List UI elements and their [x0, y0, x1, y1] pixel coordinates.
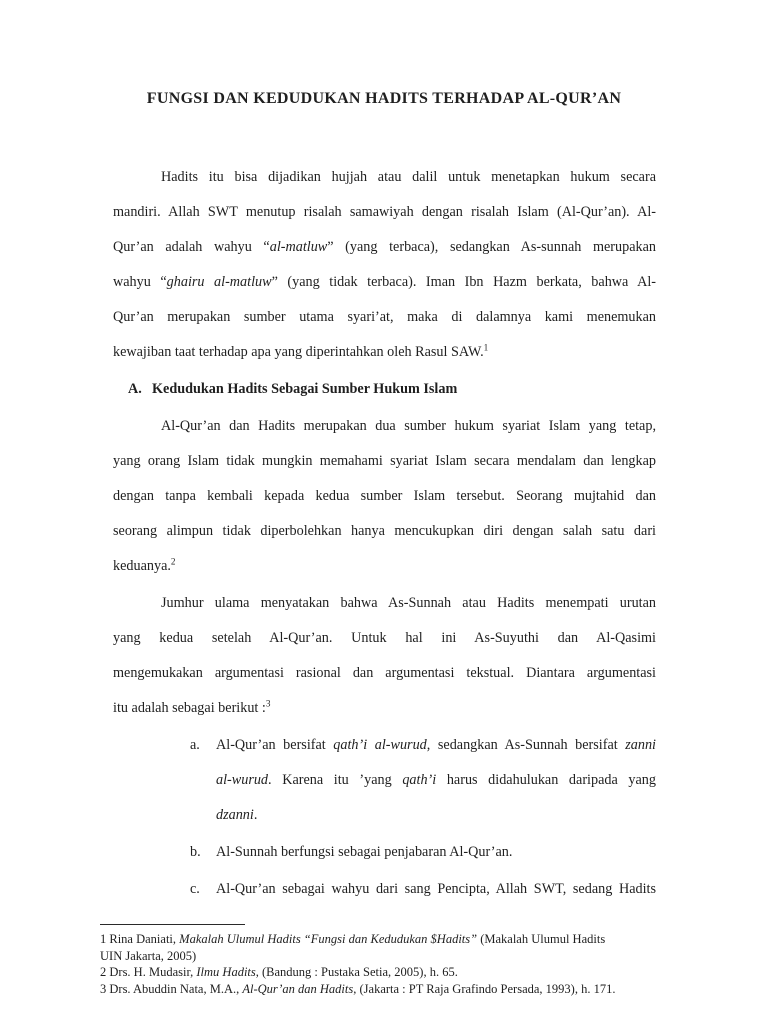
italic-text: dzanni [216, 807, 254, 823]
footnote-list [100, 931, 668, 997]
text-run: Al-Sunnah berfungsi sebagai penjabaran Al-Qur’an. [216, 844, 513, 860]
block-text [152, 372, 656, 407]
text-line [100, 964, 668, 981]
text-run: kewajiban taat terhadap apa yang diperintahkan oleh Rasul SAW. [113, 344, 484, 360]
footnotes [100, 924, 668, 997]
text-run: , (Jakarta : PT Raja Grafindo Persada, 1993), h. 171. [353, 981, 616, 996]
footnote-separator [100, 924, 245, 925]
text-line [113, 160, 656, 195]
text-run: yang orang Islam tidak mungkin memahami syariat Islam secara mendalam dan lengkap [113, 453, 656, 469]
text-run: dengan tanpa kembali kepada kedua sumber Islam tersebut. Seorang mujtahid dan [113, 488, 656, 504]
italic-text: zanni [625, 737, 656, 753]
footnote-marker: 3 [265, 698, 271, 709]
block-text [113, 586, 656, 726]
italic-text: Makalah Ulumul Hadits “Fungsi dan Kedudukan $Hadits” [179, 932, 478, 946]
text-line [216, 835, 656, 870]
text-line [216, 763, 656, 798]
italic-text: qath’i [402, 772, 437, 788]
section-heading [128, 372, 656, 407]
text-run: ” (yang tidak terbaca). Iman Ibn Hazm berkata, bahwa Al- [271, 274, 657, 290]
text-run: Hadits itu bisa dijadikan hujjah atau dalil untuk menetapkan hukum secara [161, 169, 656, 185]
block-text [216, 835, 656, 870]
text-line [113, 409, 656, 444]
italic-text: al-matluw [269, 239, 328, 255]
text-line [113, 586, 656, 621]
document-body [113, 160, 656, 907]
list-item [190, 872, 656, 907]
text-line [100, 931, 668, 948]
text-run: mengemukakan argumentasi rasional dan argumentasi tekstual. Diantara argumentasi [113, 665, 656, 681]
italic-text: al-wurud [216, 772, 269, 788]
text-run: Al-Qur’an dan Hadits merupakan dua sumber hukum syariat Islam yang tetap, [161, 418, 656, 434]
block-text [216, 872, 656, 907]
text-run: . [253, 807, 258, 823]
text-run: Qur’an merupakan sumber utama syari’at, maka di dalamnya kami menemukan [113, 309, 656, 325]
item-label: a. [190, 737, 200, 753]
list-item [190, 728, 656, 833]
text-line [113, 195, 656, 230]
paragraph [113, 586, 656, 726]
text-line [216, 798, 656, 833]
text-line [113, 335, 656, 370]
text-run: harus didahulukan daripada yang [436, 772, 656, 788]
text-line [113, 230, 656, 265]
block-text [113, 409, 656, 584]
list-item [190, 835, 656, 870]
text-line [113, 265, 656, 300]
text-line [113, 549, 656, 584]
text-line [113, 691, 656, 726]
text-run: 2 Drs. H. Mudasir, [100, 965, 197, 979]
text-run: itu adalah sebagai berikut : [113, 700, 266, 716]
italic-text: qath’i al-wurud [333, 737, 427, 753]
text-line [113, 656, 656, 691]
item-label: c. [190, 881, 200, 897]
text-line [216, 872, 656, 907]
footnote-marker: 2 [170, 556, 176, 567]
text-run: . Karena itu ’yang [268, 772, 403, 788]
italic-text: ghairu al-matluw [166, 274, 272, 290]
text-run: keduanya. [113, 558, 171, 574]
text-run: Al-Qur’an sebagai wahyu dari sang Pencipta, Allah SWT, sedang Hadits [216, 881, 656, 897]
text-line [113, 514, 656, 549]
text-run: mandiri. Allah SWT menutup risalah samawiyah dengan risalah Islam (Al-Qur’an). Al- [113, 204, 656, 220]
text-line [113, 300, 656, 335]
footnote-marker: 1 [483, 342, 489, 353]
text-run: , (Bandung : Pustaka Setia, 2005), h. 65. [255, 965, 458, 979]
text-line [113, 444, 656, 479]
text-run: seorang alimpun tidak diperbolehkan hanya mencukupkan diri dengan salah satu dari [113, 523, 656, 539]
text-run: wahyu “ [113, 274, 167, 290]
item-label: b. [190, 844, 201, 860]
italic-text: Al-Qur’an dan Hadits [242, 981, 354, 996]
text-run: ” (yang terbaca), sedangkan As-sunnah merupakan [327, 239, 656, 255]
block-text [216, 728, 656, 833]
block-text [113, 160, 656, 370]
text-line [100, 981, 668, 998]
paragraph [113, 160, 656, 370]
text-run: 1 Rina Daniati, [100, 932, 180, 946]
document-title: FUNGSI DAN KEDUDUKAN HADITS TERHADAP AL-QUR’AN [146, 90, 622, 107]
text-line [152, 372, 656, 407]
text-run: yang kedua setelah Al-Qur’an. Untuk hal ini As-Suyuthi dan Al-Qasimi [113, 630, 656, 646]
text-run: UIN Jakarta, 2005) [100, 948, 197, 963]
text-line [113, 479, 656, 514]
text-run: Jumhur ulama menyatakan bahwa As-Sunnah atau Hadits menempati urutan [161, 595, 656, 611]
item-label: A. [128, 381, 142, 397]
text-line [216, 728, 656, 763]
text-run: Qur’an adalah wahyu “ [113, 239, 270, 255]
italic-text: Ilmu Hadits [196, 965, 256, 979]
text-line [113, 621, 656, 656]
text-run: (Makalah Ulumul Hadits [477, 932, 606, 946]
text-run: 3 Drs. Abuddin Nata, M.A., [100, 981, 243, 996]
text-line [100, 948, 668, 965]
text-run: Al-Qur’an bersifat [216, 737, 334, 753]
paragraph [113, 409, 656, 584]
text-run: Kedudukan Hadits Sebagai Sumber Hukum Islam [152, 381, 458, 397]
text-run: , sedangkan As-Sunnah bersifat [426, 737, 626, 753]
